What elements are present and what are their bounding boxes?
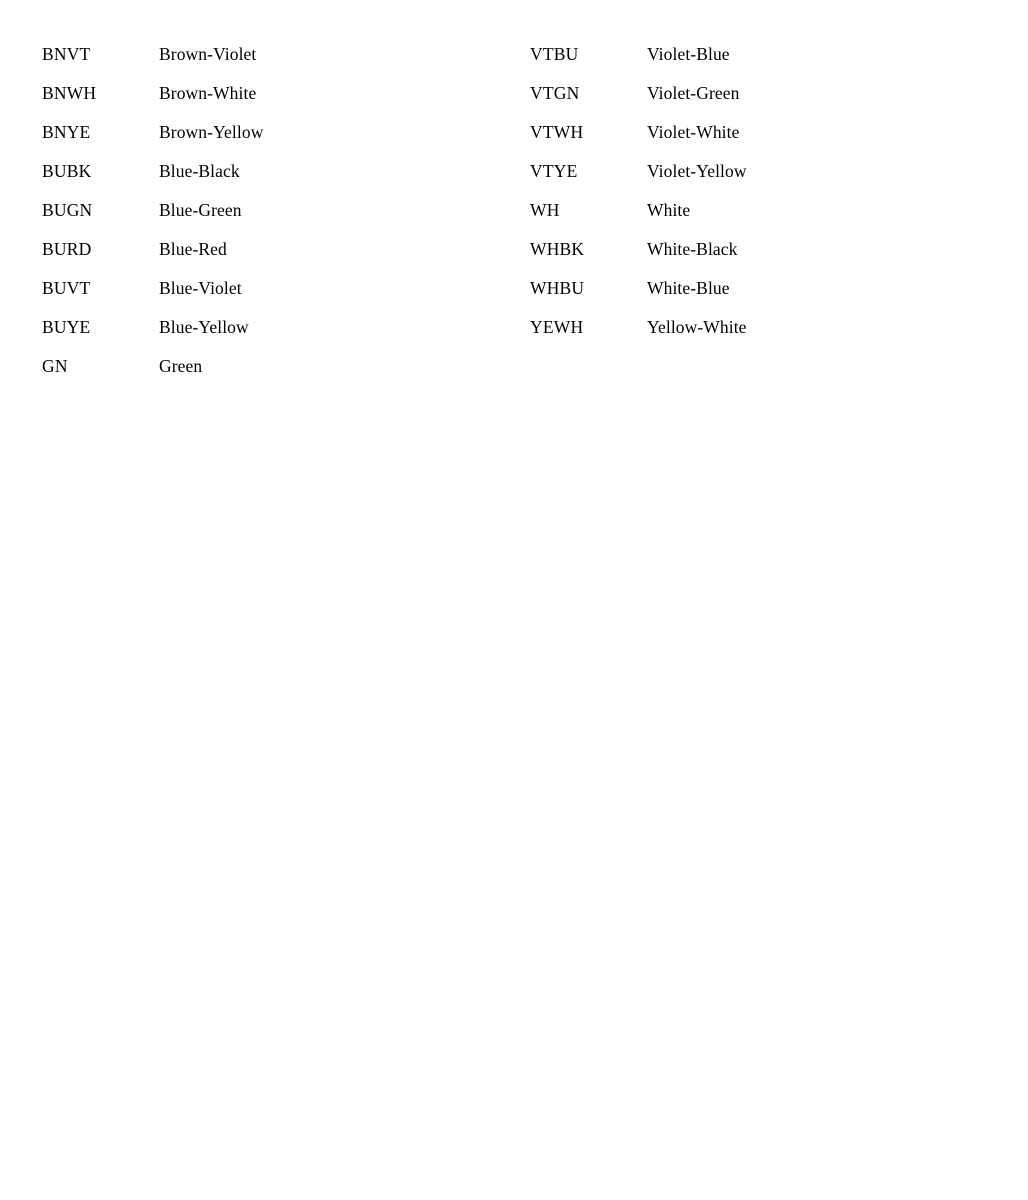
list-item — [530, 83, 976, 122]
left-column — [42, 44, 488, 395]
color-name: Blue-Yellow — [159, 317, 249, 337]
list-item — [42, 200, 488, 239]
list-item — [530, 44, 976, 83]
color-name: Yellow-White — [647, 317, 747, 337]
list-item — [42, 83, 488, 122]
color-code: VTBU — [530, 44, 579, 64]
color-code: VTGN — [530, 83, 580, 103]
two-column-list — [0, 44, 1028, 395]
list-item — [42, 317, 488, 356]
color-code: BURD — [42, 239, 92, 259]
list-item — [530, 239, 976, 278]
color-code: BUVT — [42, 278, 91, 298]
color-code: BNVT — [42, 44, 91, 64]
color-name: Brown-White — [159, 83, 257, 103]
list-item — [42, 44, 488, 83]
color-code: WHBK — [530, 239, 585, 259]
color-name: White-Blue — [647, 278, 730, 298]
color-code: GN — [42, 356, 68, 376]
color-name: Brown-Yellow — [159, 122, 264, 142]
color-code: WHBU — [530, 278, 585, 298]
color-code: BNYE — [42, 122, 91, 142]
color-name: Blue-Violet — [159, 278, 242, 298]
right-column — [530, 44, 976, 395]
list-item — [42, 278, 488, 317]
list-item — [530, 200, 976, 239]
list-item — [530, 278, 976, 317]
color-code: VTWH — [530, 122, 584, 142]
list-item — [530, 317, 976, 356]
color-code: WH — [530, 200, 560, 220]
color-code: BUBK — [42, 161, 92, 181]
color-name: Green — [159, 356, 203, 376]
color-name: Violet-Yellow — [647, 161, 747, 181]
color-name: Violet-White — [647, 122, 740, 142]
color-name: White — [647, 200, 691, 220]
color-name: Violet-Blue — [647, 44, 730, 64]
color-name: Blue-Green — [159, 200, 242, 220]
color-name: Brown-Violet — [159, 44, 257, 64]
color-name: Blue-Red — [159, 239, 227, 259]
color-code: BUGN — [42, 200, 93, 220]
color-name: Blue-Black — [159, 161, 240, 181]
color-code: BUYE — [42, 317, 91, 337]
color-name: White-Black — [647, 239, 738, 259]
color-code: VTYE — [530, 161, 578, 181]
list-item — [42, 122, 488, 161]
list-item — [42, 239, 488, 278]
list-item — [530, 161, 976, 200]
color-code: YEWH — [530, 317, 584, 337]
list-item — [42, 161, 488, 200]
list-item — [42, 356, 488, 395]
color-code: BNWH — [42, 83, 97, 103]
list-item — [530, 122, 976, 161]
color-name: Violet-Green — [647, 83, 740, 103]
